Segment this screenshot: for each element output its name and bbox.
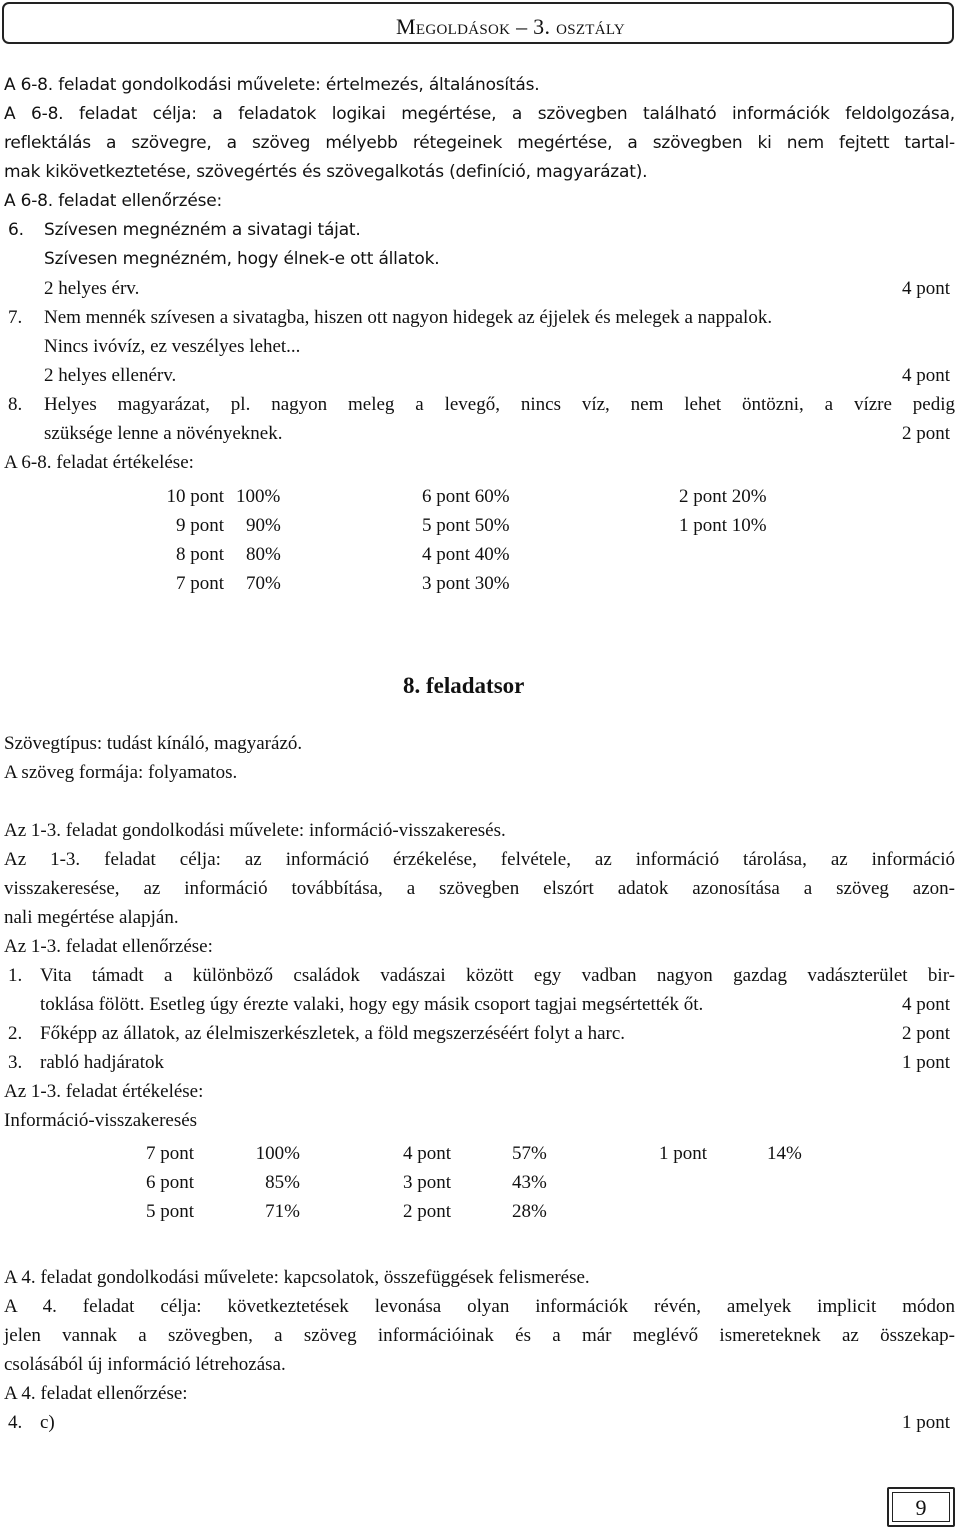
operation-line-3: A 4. feladat gondolkodási művelete: kapcsolatok, összefüggések felismerése. (4, 1267, 590, 1288)
answer-8-text-1: Helyes magyarázat, pl. nagyon meleg a levegő, nincs víz, nem lehet öntözni, a vízre pedig (44, 394, 955, 415)
eval2-r0-c3: 57% (512, 1143, 547, 1164)
eval1-r3-c2: 3 pont 30% (422, 573, 510, 594)
eval2-r2-c3: 28% (512, 1201, 547, 1222)
check-heading: A 6-8. feladat ellenőrzése: (4, 191, 223, 211)
answer-8-number: 8. (8, 394, 23, 415)
answer-1-text-1: Vita támadt a különböző családok vadászai között egy vadban nagyon gazdag vadászterület bir- (40, 965, 955, 986)
answer-1-points: 4 pont (901, 994, 950, 1015)
answer-7-number: 7. (8, 307, 23, 328)
answer-3-text: rabló hadjáratok (40, 1052, 164, 1073)
eval1-r2-c0: 8 pont (175, 544, 224, 565)
eval1-r2-c2: 4 pont 40% (422, 544, 510, 565)
answer-7-line-3 (44, 361, 955, 390)
goal2-line-1: Az 1-3. feladat célja: az információ érzékelése, felvétele, az információ tárolása, az információ (4, 849, 955, 870)
goal3-line-2: jelen vannak a szövegben, a szöveg információinak és a már meglévő ismereteknek az összekap- (4, 1325, 955, 1346)
eval2-r2-c0: 5 pont (146, 1201, 195, 1222)
eval2-r2-c1: 71% (265, 1201, 300, 1222)
header-box (2, 2, 954, 44)
answer-6-text-2: Szívesen megnézném, hogy élnek-e ott állatok. (44, 249, 440, 269)
section-title: 8. feladatsor (403, 673, 525, 698)
eval1-r3-c0: 7 pont (175, 573, 224, 594)
goal-line-3: mak kikövetkeztetése, szövegértés és szövegalkotás (definíció, magyarázat). (4, 162, 648, 182)
eval1-r0-c3: 2 pont 20% (679, 486, 767, 507)
goal-line-1: A 6-8. feladat célja: a feladatok logikai megértése, a szövegben található információk feldolgozása, (4, 104, 955, 124)
goal-line-2: reflektálás a szövegre, a szöveg mélyebb rétegeinek megértése, a szövegben ki nem fejtett tartal- (4, 133, 955, 153)
goal2-line-3: nali megértése alapján. (4, 907, 179, 928)
eval-heading-1: A 6-8. feladat értékelése: (4, 452, 194, 473)
eval1-r0-c2: 6 pont 60% (422, 486, 510, 507)
answer-7-text-1: Nem mennék szívesen a sivatagba, hiszen ott nagyon hidegek az éjjelek és melegek a nappalok. (44, 307, 773, 328)
answer-2-number: 2. (8, 1023, 23, 1044)
answer-6-number: 6. (8, 220, 24, 240)
header-title: Megoldások – 3. osztály (396, 14, 625, 39)
answer-3-number: 3. (8, 1052, 23, 1073)
answer-3-points: 1 pont (901, 1052, 950, 1073)
check-heading-2: Az 1-3. feladat ellenőrzése: (4, 936, 213, 957)
answer-8-line-2 (44, 419, 955, 448)
text-type: Szövegtípus: tudást kínáló, magyarázó. (4, 733, 303, 754)
answer-1-text-2: toklása fölött. Esetleg úgy érezte valaki, hogy egy másik csoport tagjai megsértették őt. (40, 994, 704, 1015)
eval2-r0-c2: 4 pont (403, 1143, 452, 1164)
goal2-line-2: visszakeresése, az információ továbbítása, a szövegben elszórt adatok azonosítása a szöveg azon- (4, 878, 955, 899)
operation-line: A 6-8. feladat gondolkodási művelete: értelmezés, általánosítás. (4, 75, 540, 95)
goal3-line-1: A 4. feladat célja: következtetések levonása olyan információk révén, amelyek implicit módon (4, 1296, 955, 1317)
eval2-r0-c5: 14% (767, 1143, 802, 1164)
eval2-r0-c1: 100% (255, 1143, 300, 1164)
answer-2-points: 2 pont (901, 1023, 950, 1044)
answer-8-text-2: szüksége lenne a növényeknek. (44, 423, 283, 444)
answer-4-text: c) (40, 1412, 55, 1433)
answer-4-points: 1 pont (901, 1412, 950, 1433)
eval1-r1-c3: 1 pont 10% (679, 515, 767, 536)
eval2-r1-c3: 43% (512, 1172, 547, 1193)
eval-subheading-2: Információ-visszakeresés (4, 1110, 198, 1131)
text-form: A szöveg formája: folyamatos. (4, 762, 238, 783)
answer-6-points: 4 pont (901, 278, 950, 299)
eval1-r1-c2: 5 pont 50% (422, 515, 510, 536)
answer-4-number: 4. (8, 1412, 23, 1433)
answer-8-points: 2 pont (901, 423, 950, 444)
eval1-r1-c0: 9 pont (175, 515, 224, 536)
eval2-r1-c0: 6 pont (146, 1172, 195, 1193)
answer-1-number: 1. (8, 965, 23, 986)
answer-7-text-3: 2 helyes ellenérv. (44, 365, 177, 386)
answer-7-points: 4 pont (901, 365, 950, 386)
eval2-r1-c2: 3 pont (403, 1172, 452, 1193)
eval2-r2-c2: 2 pont (403, 1201, 452, 1222)
eval1-r3-c1: 70% (246, 573, 281, 594)
eval-heading-2: Az 1-3. feladat értékelése: (4, 1081, 204, 1102)
page-number: 9 (892, 1492, 950, 1522)
answer-6-text-1: Szívesen megnézném a sivatagi tájat. (44, 220, 361, 240)
eval1-r1-c1: 90% (246, 515, 281, 536)
eval1-r0-c1: 100% (236, 486, 281, 507)
goal3-line-3: csolásából új információ létrehozása. (4, 1354, 286, 1375)
eval2-r0-c0: 7 pont (146, 1143, 195, 1164)
answer-7-text-2: Nincs ivóvíz, ez veszélyes lehet... (44, 336, 301, 357)
page-number-box (887, 1487, 955, 1527)
answer-6-text-3: 2 helyes érv. (44, 278, 140, 299)
eval1-r2-c1: 80% (246, 544, 281, 565)
answer-6-line-3 (44, 274, 955, 303)
answer-1-line-2 (40, 990, 955, 1019)
operation-line-2: Az 1-3. feladat gondolkodási művelete: információ-visszakeresés. (4, 820, 506, 841)
eval2-r1-c1: 85% (265, 1172, 300, 1193)
eval2-r0-c4: 1 pont (659, 1143, 708, 1164)
answer-2-text: Főképp az állatok, az élelmiszerkészletek, a föld megszerzéséért folyt a harc. (40, 1023, 626, 1044)
eval1-r0-c0: 10 pont (166, 486, 224, 507)
check-heading-3: A 4. feladat ellenőrzése: (4, 1383, 188, 1404)
